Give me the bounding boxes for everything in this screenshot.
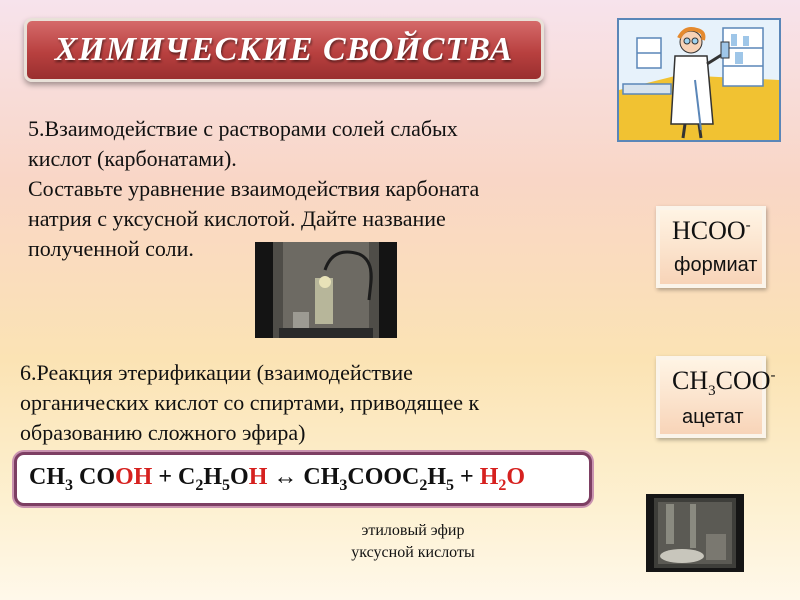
experiment-video-frame <box>646 494 744 572</box>
eq-part: H <box>203 463 223 490</box>
caption-line: этиловый эфир <box>361 522 465 539</box>
eq-part: H <box>427 463 447 490</box>
eq-sub: 3 <box>339 476 348 494</box>
eq-part: + <box>454 463 480 490</box>
section-5-line: Составьте уравнение взаимодействия карбоната <box>28 176 480 201</box>
eq-sub: 2 <box>498 476 507 494</box>
eq-part: CO <box>73 463 115 490</box>
slide-title: ХИМИЧЕСКИЕ СВОЙСТВА <box>54 31 514 68</box>
section-6-line: органических кислот со спиртами, приводящее к <box>20 390 480 415</box>
experiment-video-frame <box>255 242 397 338</box>
formate-formula <box>672 216 751 246</box>
eq-part: O <box>230 463 249 490</box>
section-6-text <box>20 358 620 448</box>
eq-sub: 3 <box>65 476 73 494</box>
formate-ion-card <box>656 206 766 288</box>
eq-water-highlight <box>479 463 526 494</box>
eq-hydrogen-highlight: H <box>248 463 268 490</box>
eq-part: H <box>479 463 499 490</box>
eq-sub: 2 <box>419 476 428 494</box>
eq-part: O <box>506 463 526 490</box>
ester-caption <box>318 520 508 564</box>
acetate-formula-sub: 3 <box>708 383 716 400</box>
eq-part: ↔ CH <box>267 463 340 490</box>
acetate-formula-ch: CH <box>672 366 709 395</box>
section-5-line: кислот (карбонатами). <box>28 146 237 171</box>
scientist-image <box>619 20 779 140</box>
section-5-line: полученной соли. <box>28 236 194 261</box>
title-banner <box>24 18 544 82</box>
esterification-equation-box <box>14 452 592 506</box>
section-6-line: 6.Реакция этерификации (взаимодействие <box>20 360 413 385</box>
acetate-formula-rest: COO <box>715 366 771 395</box>
eq-part: CH <box>29 463 65 490</box>
eq-sub: 5 <box>222 476 231 494</box>
eq-part: COOC <box>347 463 420 490</box>
section-6-line: образованию сложного эфира) <box>20 420 306 445</box>
eq-part: + C <box>152 463 196 490</box>
experiment-video-2[interactable] <box>646 494 744 572</box>
eq-sub: 5 <box>446 476 455 494</box>
esterification-equation <box>29 464 525 495</box>
acetate-formula <box>672 366 776 400</box>
formate-formula-text: HCOO <box>672 216 746 245</box>
formate-charge: - <box>745 217 751 234</box>
formate-name: формиат <box>674 254 758 276</box>
section-5-line: 5.Взаимодействие с растворами солей слабых <box>28 116 458 141</box>
eq-hydroxyl-highlight: OH <box>115 463 153 490</box>
caption-line: уксусной кислоты <box>351 544 475 561</box>
eq-sub: 2 <box>195 476 204 494</box>
acetate-charge: - <box>770 367 776 384</box>
experiment-video-1[interactable] <box>255 242 397 338</box>
scientist-illustration <box>617 18 781 142</box>
acetate-ion-card <box>656 356 776 438</box>
acetate-name: ацетат <box>682 406 744 428</box>
section-5-line: натрия с уксусной кислотой. Дайте название <box>28 206 446 231</box>
